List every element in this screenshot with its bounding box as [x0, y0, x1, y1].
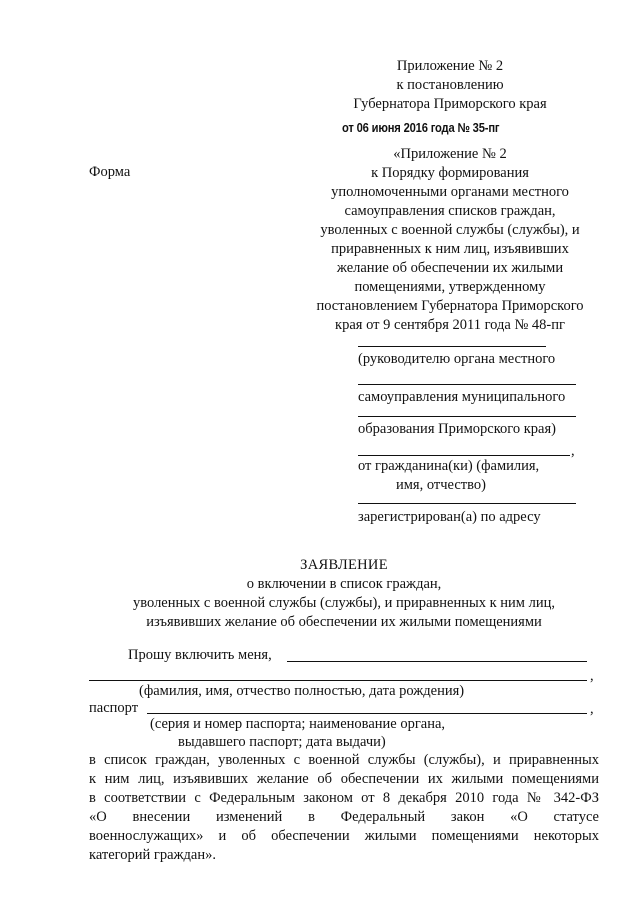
- from-citizen-hint: от гражданина(ки) (фамилия,: [358, 458, 540, 474]
- address-blank[interactable]: [358, 503, 576, 504]
- passport-comma: ,: [590, 701, 594, 717]
- form-label: Форма: [89, 164, 131, 180]
- name-hint: имя, отчество): [396, 477, 486, 493]
- addressee-blank-2[interactable]: [358, 384, 576, 385]
- appendix-line-5: уволенных с военной службы (службы), и: [320, 222, 580, 238]
- addressee-comma: ,: [571, 443, 575, 459]
- appendix-line-3: уполномоченными органами местного: [331, 184, 569, 200]
- addressee-blank-3[interactable]: [358, 416, 576, 417]
- appendix-line-8: помещениями, утвержденному: [354, 279, 546, 295]
- paragraph-line-5: военнослужащих» и об обеспечении жилыми помещениями некоторых: [89, 828, 599, 844]
- addressee-hint-2: самоуправления муниципального: [358, 389, 566, 405]
- applicant-name-blank-2[interactable]: [89, 680, 587, 681]
- paragraph-line-2: к ним лиц, изъявивших желание об обеспечении их жилыми помещениями: [89, 771, 599, 787]
- statement-title: ЗАЯВЛЕНИЕ: [300, 557, 388, 573]
- governor-line: Губернатора Приморского края: [353, 96, 547, 112]
- passport-hint-2: выдавшего паспорт; дата выдачи): [178, 734, 386, 750]
- addressee-blank-4[interactable]: [358, 455, 570, 456]
- addressee-hint-3: образования Приморского края): [358, 421, 556, 437]
- appendix-line-1: «Приложение № 2: [393, 146, 507, 162]
- statement-subtitle-1: о включении в список граждан,: [246, 576, 442, 592]
- request-text: Прошу включить меня,: [128, 647, 272, 663]
- addressee-blank-1[interactable]: [358, 346, 546, 347]
- registered-address-hint: зарегистрирован(а) по адресу: [358, 509, 541, 525]
- paragraph-line-4: «О внесении изменений в Федеральный закон «О статусе: [89, 809, 599, 825]
- to-resolution: к постановлению: [396, 77, 504, 93]
- appendix-number: Приложение № 2: [396, 58, 504, 74]
- appendix-line-10: края от 9 сентября 2011 года № 48-пг: [335, 317, 565, 333]
- appendix-line-7: желание об обеспечении их жилыми: [336, 260, 564, 276]
- applicant-name-blank-1[interactable]: [287, 661, 587, 662]
- name-comma: ,: [590, 668, 594, 684]
- statement-subtitle-3: изъявивших желание об обеспечении их жилыми помещениями: [146, 614, 542, 630]
- statement-subtitle-2: уволенных с военной службы (службы), и приравненных к ним лиц,: [133, 595, 555, 611]
- full-name-hint: (фамилия, имя, отчество полностью, дата рождения): [139, 683, 465, 699]
- passport-label: паспорт: [89, 700, 139, 716]
- paragraph-line-3: в соответствии с Федеральным законом от 8 декабря 2010 года № 342-ФЗ: [89, 790, 599, 806]
- appendix-line-2: к Порядку формирования: [371, 165, 529, 181]
- resolution-date-stamp: от 06 июня 2016 года № 35-пг: [342, 120, 500, 135]
- passport-hint-1: (серия и номер паспорта; наименование органа,: [150, 716, 446, 732]
- paragraph-line-6: категорий граждан».: [89, 847, 216, 863]
- passport-blank[interactable]: [147, 713, 587, 714]
- addressee-hint-1: (руководителю органа местного: [358, 351, 556, 367]
- paragraph-line-1: в список граждан, уволенных с военной службы (службы), и приравненных: [89, 752, 599, 768]
- appendix-line-4: самоуправления списков граждан,: [344, 203, 556, 219]
- appendix-line-9: постановлением Губернатора Приморского: [316, 298, 584, 314]
- appendix-line-6: приравненных к ним лиц, изъявивших: [331, 241, 569, 257]
